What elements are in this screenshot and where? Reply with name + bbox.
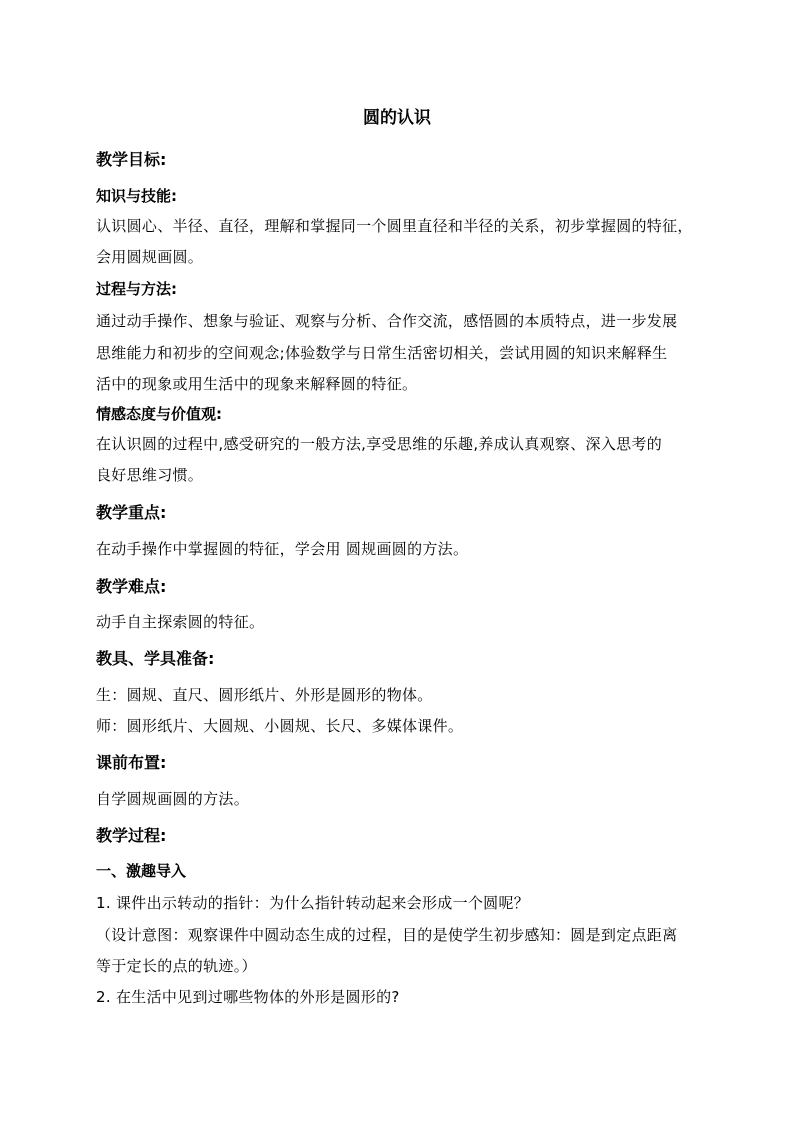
step-1: 1. 课件出示转动的指针：为什么指针转动起来会形成一个圆呢？ [96,894,530,912]
difficulty-heading: 教学难点: [96,577,167,596]
tools-students: 生：圆规、直尺、圆形纸片、外形是圆形的物体。 [96,686,433,704]
process-text-line: 通过动手操作、想象与验证、观察与分析、合作交流，感悟圆的本质特点，进一步发展 [96,312,678,330]
prep-heading: 课前布置: [96,753,167,772]
difficulty-text: 动手自主探索圆的特征。 [96,613,265,631]
step-2: 2. 在生活中见到过哪些物体的外形是圆形的? [96,988,400,1006]
tools-heading: 教具、学具准备: [96,649,215,668]
process-text-line: 活中的现象或用生活中的现象来解释圆的特征。 [96,375,418,393]
intro-heading: 一、激趣导入 [96,862,187,880]
design-note-line: 等于定长的点的轨迹。） [96,957,257,975]
key-text: 在动手操作中掌握圆的特征，学会用 圆规画圆的方法。 [96,540,469,558]
process-text-line: 思维能力和初步的空间观念;体验数学与日常生活密切相关，尝试用圆的知识来解释生 [96,344,668,362]
tools-teacher: 师：圆形纸片、大圆规、小圆规、长尺、多媒体课件。 [96,717,464,735]
emotion-text-line: 在认识圆的过程中,感受研究的一般方法,享受思维的乐趣,养成认真观察、深入思考的 [96,435,663,453]
process-heading: 过程与方法: [96,280,177,298]
design-note-line: （设计意图：观察课件中圆动态生成的过程，目的是使学生初步感知：圆是到定点距离 [96,926,678,944]
process-section-heading: 教学过程: [96,826,167,845]
objectives-heading: 教学目标: [96,150,167,169]
knowledge-text-line: 会用圆规画圆。 [96,248,204,266]
key-heading: 教学重点: [96,503,167,522]
prep-text: 自学圆规画圆的方法。 [96,790,250,808]
emotion-text-line: 良好思维习惯。 [96,466,204,484]
knowledge-heading: 知识与技能: [96,187,177,205]
document-title: 圆的认识 [363,108,431,128]
knowledge-text-line: 认识圆心、半径、直径，理解和掌握同一个圆里直径和半径的关系，初步掌握圆的特征， [96,217,693,235]
emotion-heading: 情感态度与价值观: [96,405,222,423]
